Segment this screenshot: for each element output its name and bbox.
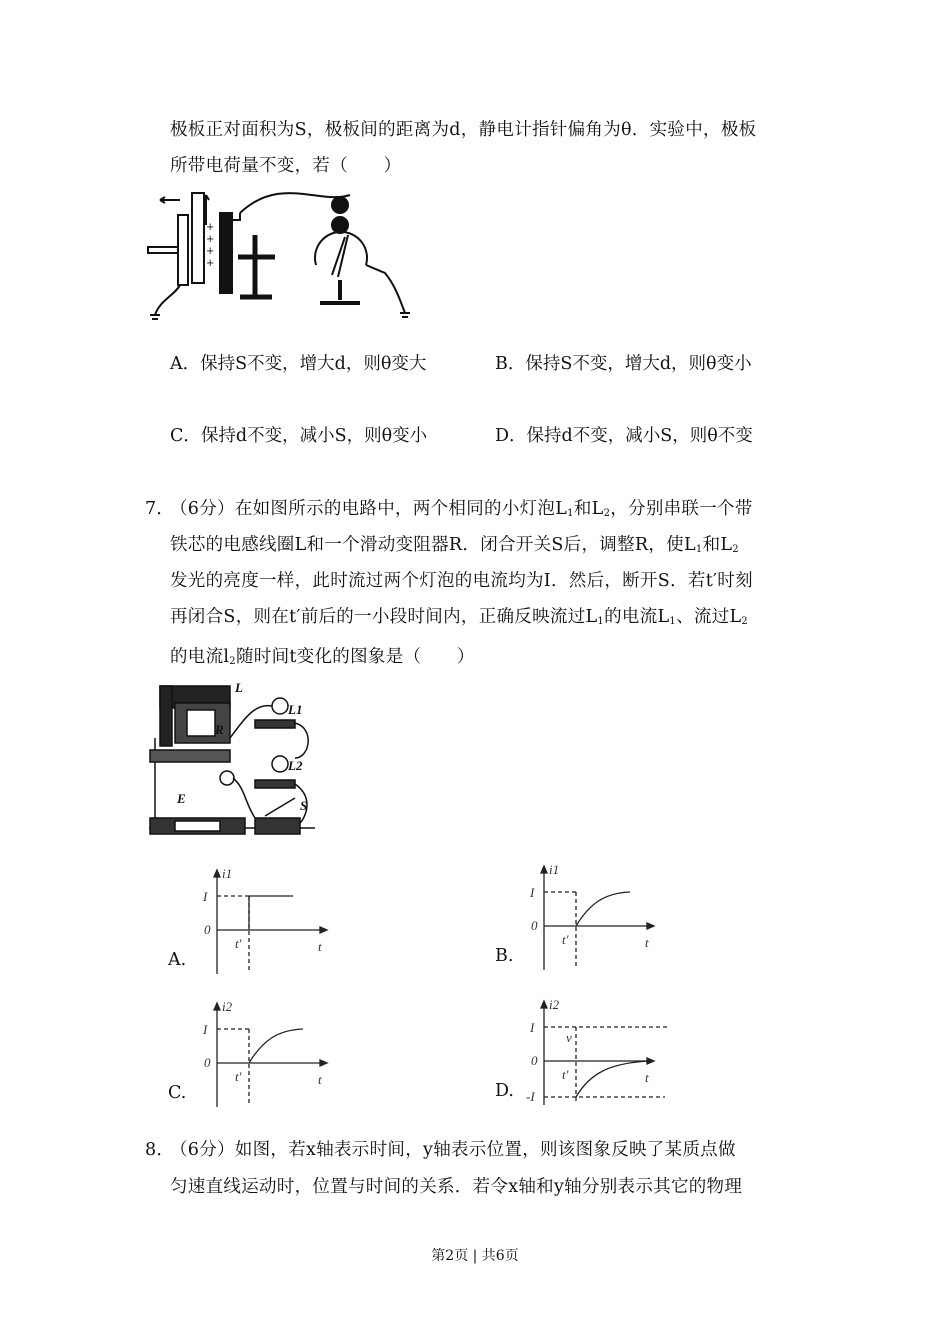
svg-text:L1: L1 (288, 702, 303, 717)
svg-text:v: v (566, 1030, 572, 1045)
svg-text:0: 0 (531, 918, 538, 933)
svg-text:+: + (206, 234, 215, 245)
svg-text:t: t (645, 935, 649, 950)
curve (249, 896, 293, 930)
svg-text:t: t (318, 939, 322, 954)
circuit-figure (145, 678, 320, 846)
svg-text:L: L (235, 680, 243, 695)
svg-text:t: t (318, 1072, 322, 1087)
q6-option-b[interactable]: B．保持S不变，增大d，则θ变小 (495, 354, 752, 374)
svg-text:i1: i1 (222, 866, 233, 881)
q8-text-line: （6分）如图，若x轴表示时间，y轴表示位置，则该图象反映了某质点做 (170, 1140, 736, 1160)
q7-text-line: 的电流$l_2$随时间t变化的图象是（ ） (170, 647, 475, 667)
svg-text:L2: L2 (288, 758, 303, 773)
svg-text:-I: -I (526, 1089, 535, 1104)
svg-text:0: 0 (531, 1053, 538, 1068)
q7-option-a-graph[interactable] (193, 862, 363, 982)
svg-text:0: 0 (204, 922, 211, 937)
svg-text:i1: i1 (549, 862, 560, 877)
svg-text:+: + (206, 258, 215, 269)
q7-option-a-label[interactable]: A. (168, 950, 187, 970)
q7-option-d-graph[interactable] (520, 993, 690, 1113)
capacitor-electrometer-figure (140, 185, 430, 330)
curve (576, 892, 630, 926)
svg-text:S: S (300, 798, 308, 813)
svg-text:I: I (530, 885, 535, 900)
q7-option-b-graph[interactable] (520, 858, 690, 978)
svg-text:R: R (215, 722, 224, 737)
svg-text:t: t (645, 1070, 649, 1085)
svg-text:E: E (177, 791, 186, 806)
page-footer: 第2页 | 共6页 (431, 1248, 519, 1264)
q8-number: 8． (145, 1140, 175, 1160)
q7-text-line: 发光的亮度一样，此时流过两个灯泡的电流均为I．然后，断开S．若t′时刻 (170, 571, 753, 591)
q7-number: 7． (145, 499, 175, 519)
q7-text-line: 再闭合S，则在t′前后的一小段时间内，正确反映流过$L_1$的电流$L_1$、流过$L_2$ (170, 607, 749, 627)
curve (576, 1061, 650, 1097)
q6-option-a[interactable]: A．保持S不变，增大d，则θ变大 (170, 354, 427, 374)
q6-text-line: 所带电荷量不变，若（ ） (170, 156, 402, 176)
svg-text:t′: t′ (562, 1067, 569, 1082)
q8-text-line: 匀速直线运动时，位置与时间的关系．若令x轴和y轴分别表示其它的物理 (170, 1177, 743, 1197)
svg-text:I: I (203, 1022, 208, 1037)
q7-option-d-label[interactable]: D. (495, 1081, 514, 1101)
q7-text-line: 铁芯的电感线圈L和一个滑动变阻器R．闭合开关S后，调整R，使$L_1$和$L_2$ (170, 535, 739, 555)
svg-text:i2: i2 (222, 999, 233, 1014)
svg-text:t′: t′ (562, 932, 569, 947)
svg-text:0: 0 (204, 1055, 211, 1070)
q7-option-c-label[interactable]: C. (168, 1083, 187, 1103)
q7-text-line: （6分）在如图所示的电路中，两个相同的小灯泡$L_1$和$L_2$，分别串联一个带 (170, 499, 753, 519)
q7-option-c-graph[interactable] (193, 995, 363, 1115)
q7-option-b-label[interactable]: B. (495, 946, 514, 966)
curve (249, 1029, 303, 1063)
q6-option-d[interactable]: D．保持d不变，减小S，则θ不变 (495, 426, 753, 446)
svg-text:+: + (206, 246, 215, 257)
q6-text-line: 极板正对面积为S，极板间的距离为d，静电计指针偏角为θ．实验中，极板 (170, 120, 757, 140)
svg-text:+: + (206, 222, 215, 233)
svg-text:I: I (530, 1020, 535, 1035)
svg-text:i2: i2 (549, 997, 560, 1012)
q6-option-c[interactable]: C．保持d不变，减小S，则θ变小 (170, 426, 428, 446)
svg-text:t′: t′ (235, 936, 242, 951)
svg-text:I: I (203, 889, 208, 904)
svg-text:t′: t′ (235, 1069, 242, 1084)
